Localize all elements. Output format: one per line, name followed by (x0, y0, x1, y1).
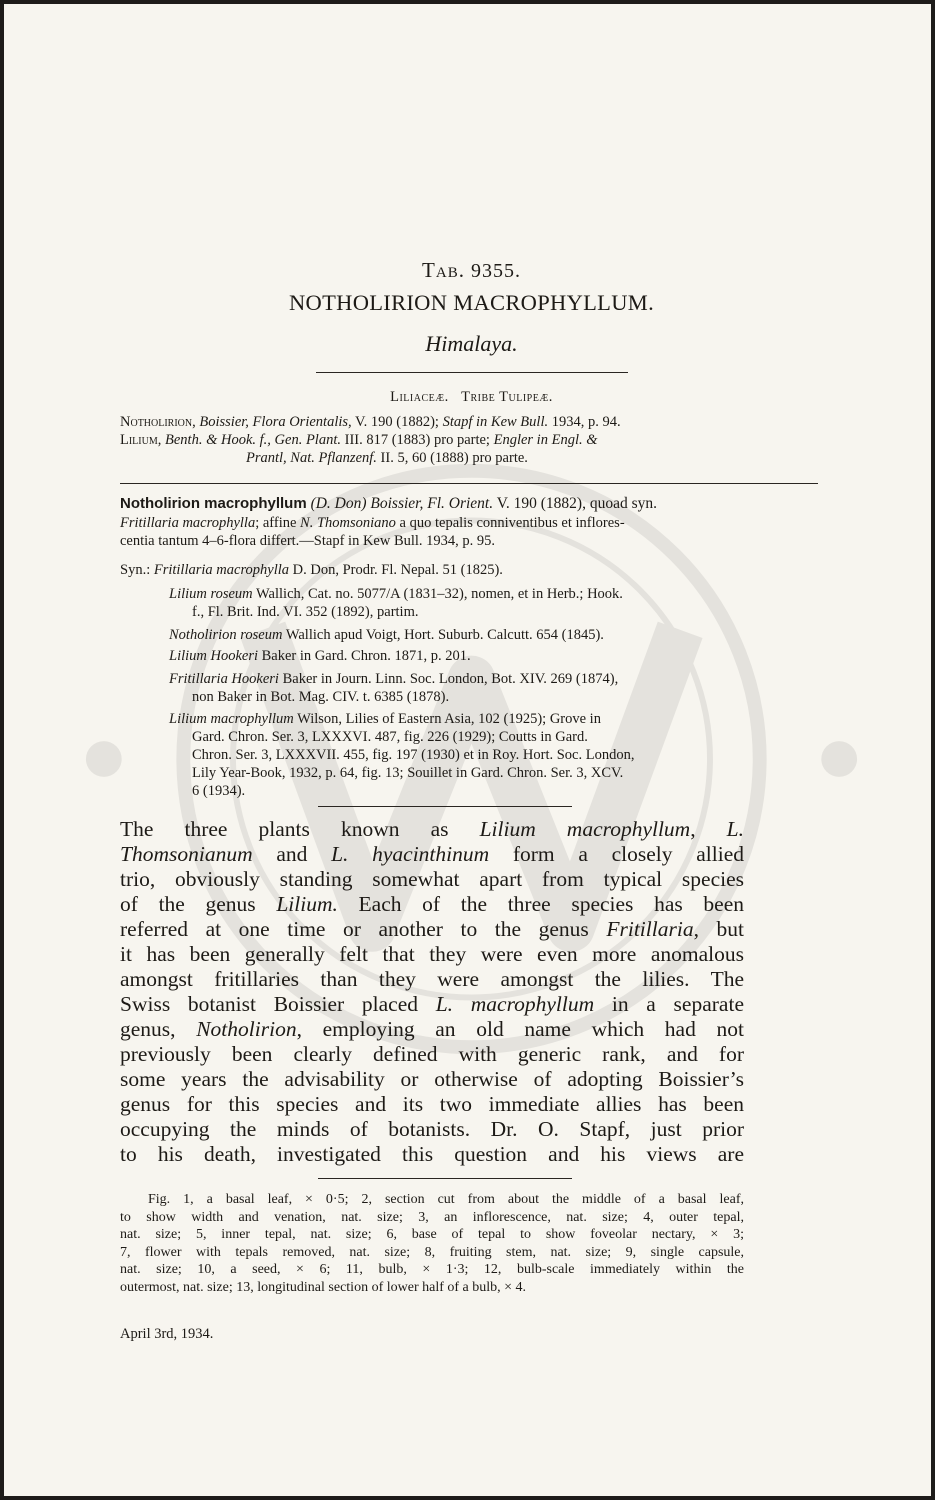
diagnosis-text: a quo tepalis conniventibus et inflores- (395, 515, 625, 531)
body-line (120, 942, 744, 967)
tribe-name: Tribe Tulipeæ. (461, 389, 553, 405)
synonym-line (169, 585, 623, 604)
caption-line: nat. size; 10, a seed, × 6; 11, bulb, × 1·3; 12, bulb-scale immediately within the (120, 1262, 744, 1277)
body-segment: occupying the minds of botanists. Dr. O. Stapf, just prior (120, 1117, 744, 1141)
body-segment: Lilium macrophyllum (479, 817, 691, 841)
reference-text: III. 817 (1883) pro parte; (340, 432, 494, 448)
region-subtitle: Himalaya. (425, 331, 518, 356)
synonym-line: f., Fl. Brit. Ind. VI. 352 (1892), partim. (192, 604, 419, 620)
body-segment: to his death, investigated this question and his views are (120, 1142, 744, 1166)
synonym-line (169, 670, 618, 689)
diagnosis-italic: Fritillaria macrophylla (120, 515, 256, 531)
genus-reference (120, 431, 598, 450)
divider-rule (318, 1178, 572, 1179)
synonym-text: Baker in Journ. Linn. Soc. London, Bot. XIV. 269 (1874), (278, 671, 619, 687)
body-segment: and (252, 842, 332, 866)
synonym-name: Fritillaria macrophylla (153, 562, 290, 578)
body-segment: referred at one time or another to the genus (120, 917, 607, 941)
reference-italic: Boissier, Flora Orientalis, (199, 414, 352, 430)
body-segment: some years the advisability or otherwise of adopting Boissier’s (120, 1067, 744, 1091)
synonym-text: Wilson, Lilies of Eastern Asia, 102 (1925); Grove in (293, 711, 601, 727)
synonym-text: Wallich apud Voigt, Hort. Suburb. Calcutt. 654 (1845). (282, 627, 604, 643)
genus-reference (246, 449, 528, 468)
diagnosis-text: ; affine (255, 515, 301, 531)
figure-caption (120, 1191, 744, 1296)
caption-line: to show width and venation, nat. size; 3, an inflorescence, nat. size; 4, outer tepal, (120, 1209, 744, 1225)
body-segment: of the genus (120, 892, 277, 916)
genus-name: Lilium, (120, 432, 162, 448)
diagnosis-italic: N. Thomsoniano (300, 515, 396, 531)
body-segment: it has been generally felt that they were even more anomalous (120, 942, 744, 966)
synonym-line (169, 626, 604, 645)
synonym-line: Lily Year-Book, 1932, p. 64, fig. 13; Souillet in Gard. Chron. Ser. 3, XCV. (192, 765, 624, 781)
synonym-text: Wallich, Cat. no. 5077/A (1831–32), nomen, et in Herb.; Hook. (252, 586, 623, 602)
body-segment: form a closely allied (489, 842, 744, 866)
caption-line: nat. size; 5, inner tepal, nat. size; 6, base of tepal to show foveolar nectary, × 3; (120, 1227, 744, 1242)
family-name: Liliaceæ. (390, 389, 449, 405)
plate-number (4, 258, 935, 283)
genus-reference (120, 413, 621, 432)
synonym-line (120, 561, 503, 580)
body-segment: Thomsonianum (120, 842, 253, 866)
caption-line: outermost, nat. size; 13, longitudinal section of lower half of a bulb, × 4. (120, 1279, 527, 1295)
tab-number: 9355. (470, 260, 521, 282)
divider-rule (316, 372, 628, 373)
synonym-line (169, 647, 471, 666)
diagnosis-line (120, 495, 657, 514)
synonym-line: Gard. Chron. Ser. 3, LXXXVI. 487, fig. 226 (1929); Coutts in Gard. (192, 729, 588, 745)
reference-italic: Prantl, Nat. Pflanzenf. (246, 450, 377, 466)
synonym-name: Lilium Hookeri (169, 648, 259, 664)
synonym-name: Lilium macrophyllum (169, 711, 294, 727)
synonym-name: Lilium roseum (169, 586, 253, 602)
diagnosis-line: centia tantum 4–6-flora differt.—Stapf in Kew Bull. 1934, p. 95. (120, 533, 496, 549)
synonym-name: Fritillaria Hookeri (169, 671, 279, 687)
body-line (120, 917, 744, 942)
body-segment: amongst fritillaries than they were amongst the lilies. The (120, 967, 744, 991)
body-segment: genus for this species and its two immediate allies has been (120, 1092, 744, 1116)
body-segment: , but (693, 917, 744, 941)
publication-date: April 3rd, 1934. (120, 1326, 214, 1342)
reference-italic: Stapf in Kew Bull. (442, 414, 549, 430)
genus-name: Notholirion, (120, 414, 196, 430)
species-name-bold: Notholirion macrophyllum (120, 495, 307, 512)
body-line (120, 1092, 744, 1117)
body-segment: L. (726, 817, 745, 841)
diagnosis-line (120, 514, 625, 533)
body-segment: , employing an old name which had not (296, 1017, 744, 1041)
reference-italic: Engler in Engl. & (493, 432, 598, 448)
diagnosis-text: V. 190 (1882), quoad syn. (493, 495, 658, 512)
body-segment: in a separate (594, 992, 744, 1016)
body-segment: Notholirion (196, 1017, 297, 1041)
synonym-label: Syn.: (120, 562, 151, 578)
synonym-name: Notholirion roseum (169, 627, 283, 643)
body-line (120, 967, 744, 992)
body-line (120, 867, 744, 892)
body-line (120, 892, 744, 917)
tab-label: Tab. (422, 258, 465, 282)
synonym-text: D. Don, Prodr. Fl. Nepal. 51 (1825). (289, 562, 503, 578)
synonym-line (169, 710, 601, 729)
body-line (120, 1142, 744, 1167)
reference-text: V. 190 (1882); (351, 414, 443, 430)
body-line (120, 992, 744, 1017)
reference-text: II. 5, 60 (1888) pro parte. (376, 450, 528, 466)
family-line (4, 389, 935, 406)
body-segment: trio, obviously standing somewhat apart from typical species (120, 867, 744, 891)
body-line (120, 1042, 744, 1067)
species-title: NOTHOLIRION MACROPHYLLUM. (289, 290, 654, 315)
body-segment: The three plants known as (120, 817, 480, 841)
caption-line: 7, flower with tepals removed, nat. size; 8, fruiting stem, nat. size; 9, single capsule, (120, 1244, 744, 1260)
synonym-line: 6 (1934). (192, 783, 246, 799)
divider-rule (120, 483, 818, 484)
body-segment: L. macrophyllum (435, 992, 595, 1016)
synonym-line: Chron. Ser. 3, LXXXVII. 455, fig. 197 (1930) et in Roy. Hort. Soc. London, (192, 747, 635, 763)
body-line (120, 817, 744, 842)
body-segment: previously been clearly defined with generic rank, and for (120, 1042, 744, 1066)
authority: (D. Don) Boissier, Fl. Orient. (310, 495, 494, 512)
synonym-line: non Baker in Bot. Mag. CIV. t. 6385 (1878). (192, 689, 450, 705)
caption-line: Fig. 1, a basal leaf, × 0·5; 2, section cut from about the middle of a basal leaf, (148, 1192, 744, 1207)
synonym-text: Baker in Gard. Chron. 1871, p. 201. (258, 648, 471, 664)
body-line (120, 1017, 744, 1042)
reference-text: 1934, p. 94. (548, 414, 621, 430)
body-line (120, 1067, 744, 1092)
body-segment: Lilium. (276, 892, 338, 916)
divider-rule (318, 806, 572, 807)
body-segment: Each of the three species has been (337, 892, 744, 916)
body-line (120, 1117, 744, 1142)
reference-italic: Benth. & Hook. f., Gen. Plant. (165, 432, 341, 448)
body-line (120, 842, 744, 867)
body-segment: , (690, 817, 727, 841)
body-segment: Swiss botanist Boissier placed (120, 992, 436, 1016)
body-segment: L. hyacinthinum (331, 842, 490, 866)
body-segment: Fritillaria (606, 917, 694, 941)
body-text (120, 817, 744, 1167)
body-segment: genus, (120, 1017, 197, 1041)
